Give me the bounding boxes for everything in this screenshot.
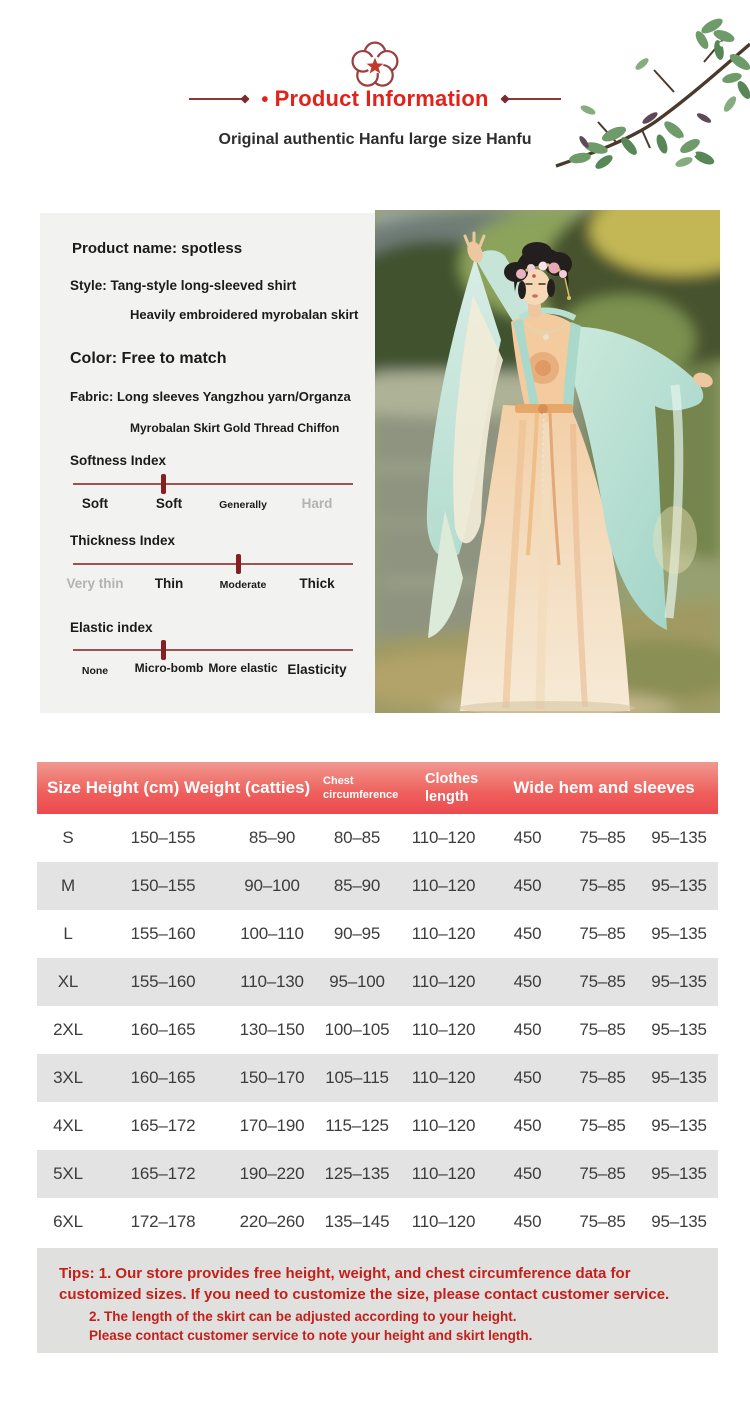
style-line: Style: Tang-style long-sleeved shirt bbox=[70, 278, 297, 293]
elastic-index-title: Elastic index bbox=[70, 620, 153, 635]
header-wide-hem-sleeves: Wide hem and sleeves bbox=[490, 762, 718, 814]
table-row: 3XL 160–165 150–170 105–115 110–120 450 75–85 95–135 bbox=[37, 1054, 718, 1102]
softness-index-title: Softness Index bbox=[70, 453, 167, 468]
softness-labels bbox=[58, 496, 354, 512]
scale-label: Soft bbox=[81, 496, 109, 511]
fabric-line-2: Myrobalan Skirt Gold Thread Chiffon bbox=[130, 421, 340, 435]
table-row: 6XL 172–178 220–260 135–145 110–120 450 75–85 95–135 bbox=[53, 1212, 707, 1231]
table-row: 4XL 165–172 170–190 115–125 110–120 450 75–85 95–135 bbox=[53, 1116, 707, 1135]
scale-label: Very thin bbox=[66, 576, 124, 591]
elastic-labels bbox=[58, 662, 354, 678]
scale-label: Generally bbox=[219, 499, 267, 511]
table-row: S 150–155 85–90 80–85 110–120 450 75–85 95–135 bbox=[62, 828, 707, 847]
scale-label: Thin bbox=[154, 576, 184, 591]
table-row: XL 155–160 110–130 95–100 110–120 450 75–85 95–135 bbox=[37, 958, 718, 1006]
fabric-line: Fabric: Long sleeves Yangzhou yarn/Organza bbox=[70, 389, 351, 404]
scale-label: Micro-bomb bbox=[134, 661, 204, 675]
title-line-right bbox=[505, 98, 561, 100]
size-chart-table bbox=[37, 762, 718, 1246]
product-name: Product name: spotless bbox=[72, 240, 243, 257]
product-photo bbox=[375, 210, 720, 713]
thickness-index-title: Thickness Index bbox=[70, 533, 176, 548]
page-subtitle: Original authentic Hanfu large size Hanfu bbox=[218, 131, 532, 148]
table-row: L 155–160 100–110 90–95 110–120 450 75–85 95–135 bbox=[63, 924, 707, 943]
scale-label: Soft bbox=[155, 496, 183, 511]
page-title-row bbox=[0, 86, 750, 112]
thickness-slider-marker bbox=[236, 554, 241, 574]
color-line: Color: Free to match bbox=[70, 350, 227, 367]
scale-label: Thick bbox=[299, 576, 335, 591]
tips-line-1: Tips: 1. Our store provides free height, weight, and chest circumference data for customized sizes. If you need to customize the size, please contact customer service. bbox=[59, 1265, 670, 1303]
thickness-labels bbox=[58, 576, 354, 592]
product-info-panel bbox=[40, 213, 375, 713]
header-chest-circumference: Chest circumference bbox=[317, 762, 397, 814]
header-size-height-weight: Size Height (cm) Weight (catties) bbox=[37, 762, 317, 814]
scale-label: Hard bbox=[301, 496, 333, 511]
size-chart-header-row bbox=[37, 762, 718, 814]
table-row: 2XL 160–165 130–150 100–105 110–120 450 75–85 95–135 bbox=[53, 1020, 707, 1039]
title-bullet: • bbox=[261, 89, 269, 111]
elastic-slider bbox=[73, 649, 353, 651]
softness-slider-marker bbox=[161, 474, 166, 494]
scale-label: None bbox=[81, 665, 109, 677]
table-row: 5XL 165–172 190–220 125–135 110–120 450 75–85 95–135 bbox=[37, 1150, 718, 1198]
style-line-2: Heavily embroidered myrobalan skirt bbox=[130, 307, 359, 322]
tips-line-2: 2. The length of the skirt can be adjusted according to your height. Please contact customer service to note your height and skirt length. bbox=[89, 1309, 533, 1344]
header-clothes-length: Clothes length bbox=[397, 762, 490, 814]
elastic-slider-marker bbox=[161, 640, 166, 660]
page-title: • Product Information bbox=[261, 86, 489, 111]
scale-label: Elasticity bbox=[287, 662, 347, 677]
table-row: M 150–155 90–100 85–90 110–120 450 75–85 95–135 bbox=[37, 862, 718, 910]
scale-label: More elastic bbox=[208, 661, 278, 675]
scale-label: Moderate bbox=[219, 579, 267, 591]
softness-slider bbox=[73, 483, 353, 485]
tips-panel bbox=[37, 1248, 718, 1353]
thickness-slider bbox=[73, 563, 353, 565]
title-line-left bbox=[189, 98, 245, 100]
